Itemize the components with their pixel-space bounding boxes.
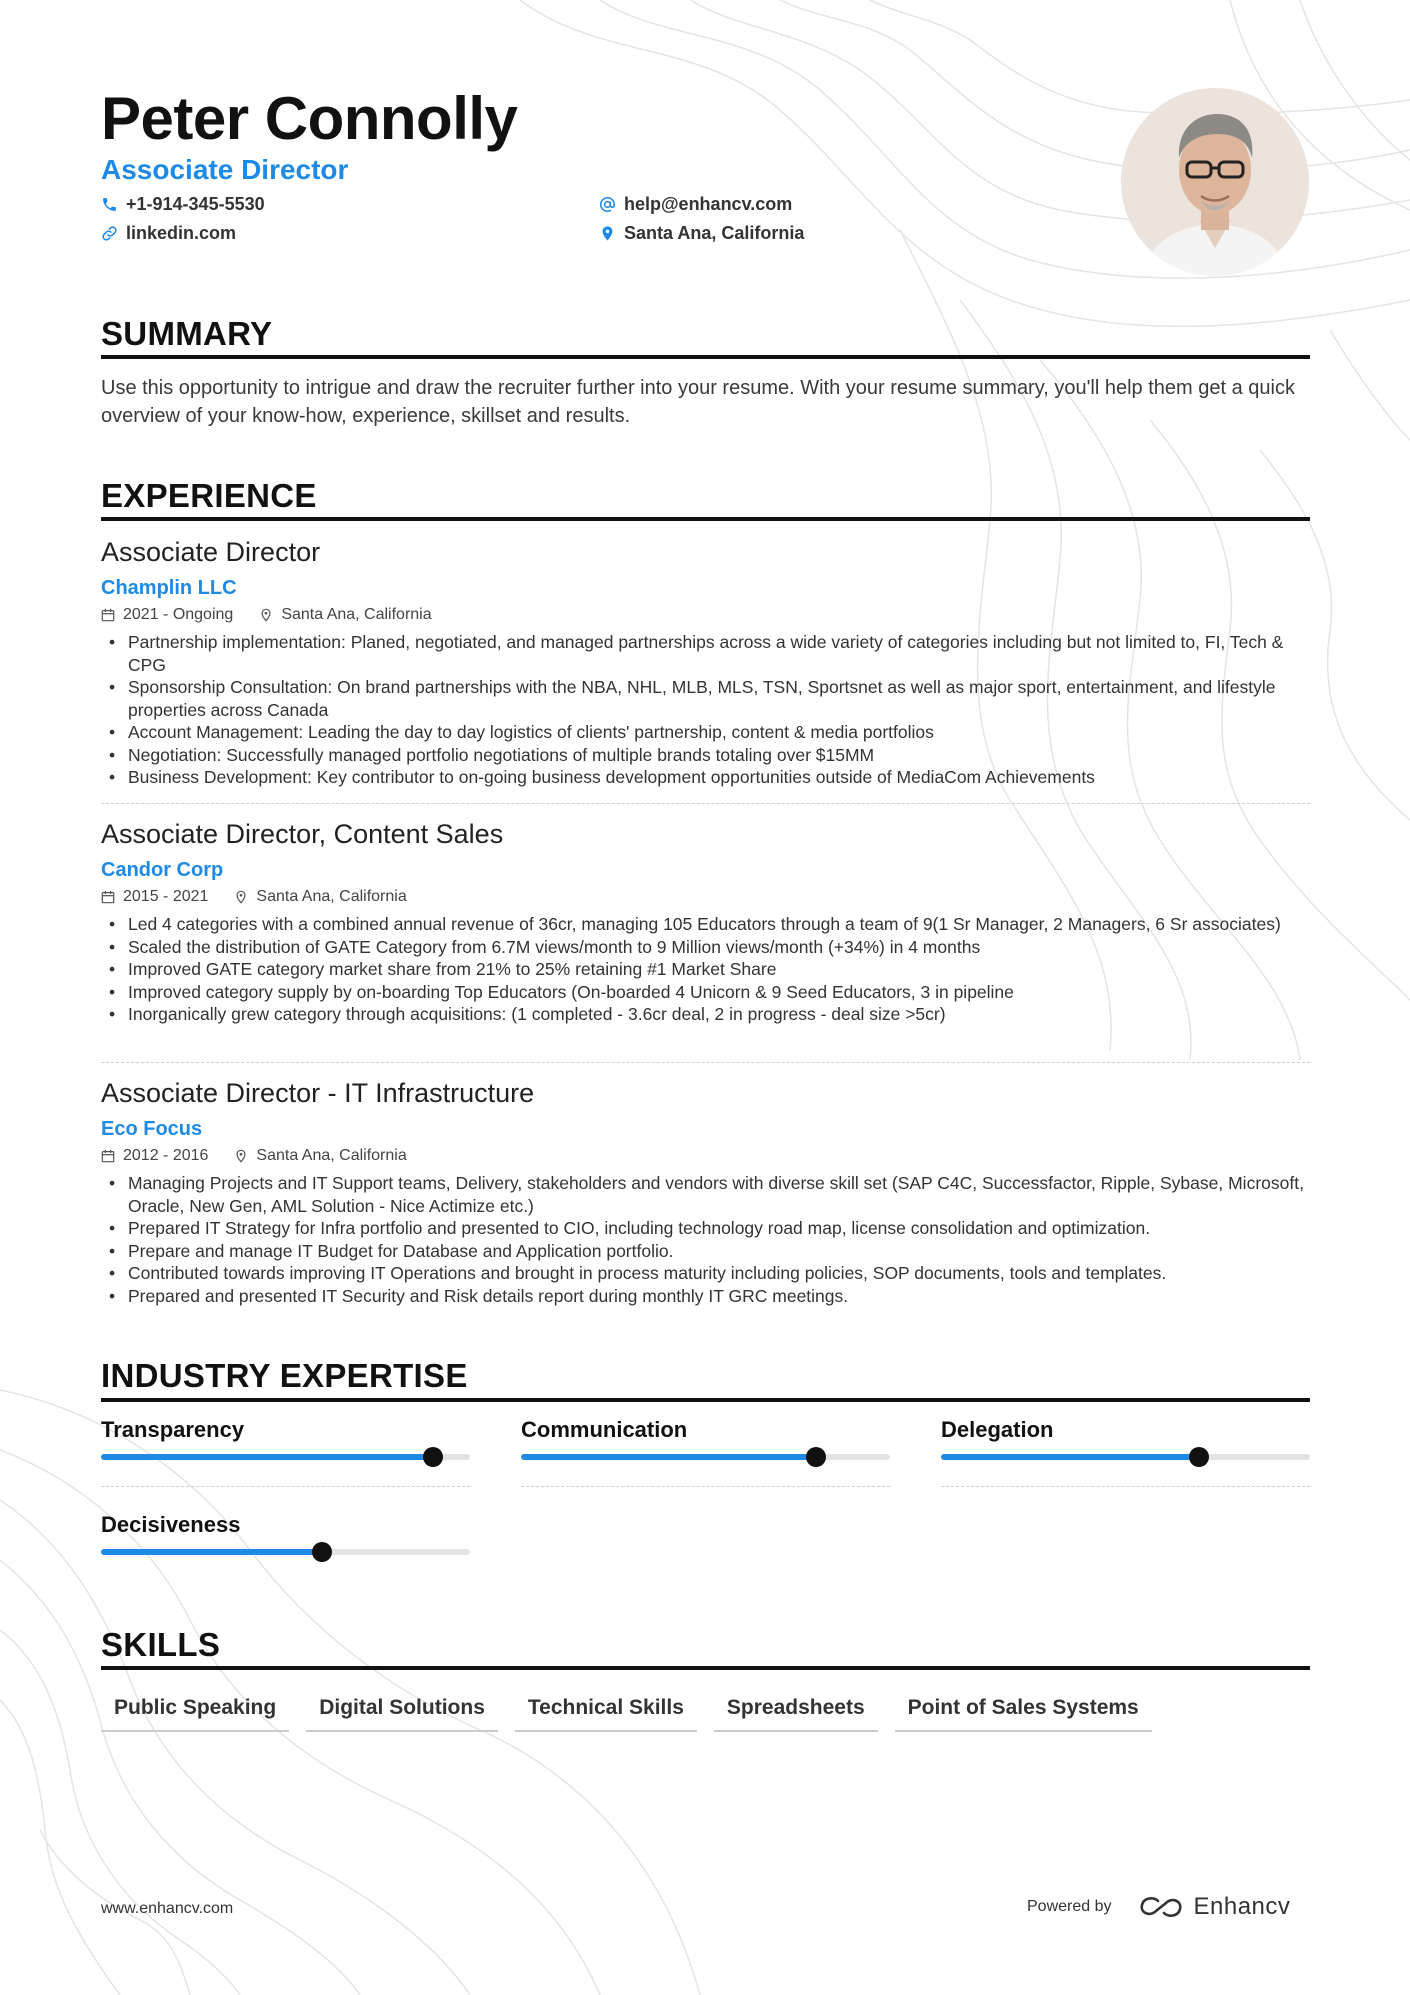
expertise-bar-knob xyxy=(806,1447,826,1467)
location-pin-icon xyxy=(259,608,273,622)
job-dates: 2012 - 2016 xyxy=(123,1147,209,1164)
skill-tag: Public Speaking xyxy=(101,1692,289,1732)
job-location-text: Santa Ana, California xyxy=(256,888,407,905)
location-pin-icon xyxy=(234,890,248,904)
expertise-heading: INDUSTRY EXPERTISE xyxy=(101,1357,468,1394)
skill-tag: Point of Sales Systems xyxy=(895,1692,1152,1732)
expertise-bar-knob xyxy=(423,1447,443,1467)
job-bullet: • Led 4 categories with a combined annual revenue of 36cr, managing 105 Educators through a team of 9(1 Sr Manager, 2 Managers, 6 Sr associates) xyxy=(101,913,1310,936)
location-pin-icon xyxy=(599,225,616,242)
resume-page xyxy=(101,0,1310,1995)
job-entry xyxy=(101,1076,1310,1307)
expertise-bar-fill xyxy=(101,1454,433,1460)
calendar-icon xyxy=(101,608,115,622)
expertise-divider-line xyxy=(941,1486,1310,1487)
candidate-title: Associate Director xyxy=(101,154,349,185)
job-bullet: • Contributed towards improving IT Operations and brought in process maturity including policies, SOP documents, tools and templates. xyxy=(101,1262,1310,1285)
calendar-icon xyxy=(101,890,115,904)
expertise-label: Transparency xyxy=(101,1417,245,1442)
job-dates: 2021 - Ongoing xyxy=(123,606,234,623)
expertise-item xyxy=(101,1511,470,1555)
expertise-bar-fill xyxy=(941,1454,1199,1460)
expertise-bar-knob xyxy=(312,1542,332,1562)
job-bullet: • Prepared IT Strategy for Infra portfolio and presented to CIO, including technology road map, license consolidation and optimization. xyxy=(101,1217,1310,1240)
job-location xyxy=(234,1146,406,1166)
linkedin-text: linkedin.com xyxy=(126,223,237,243)
job-divider xyxy=(101,1062,1310,1063)
expertise-bar-knob xyxy=(1189,1447,1209,1467)
job-location xyxy=(259,605,431,625)
summary-text: Use this opportunity to intrigue and draw the recruiter further into your resume. With your resume summary, you'll help them get a quick overview of your know-how, experience, skillset and results. xyxy=(101,377,1295,427)
job-company: Eco Focus xyxy=(101,1118,203,1140)
job-bullet: • Prepare and manage IT Budget for Database and Application portfolio. xyxy=(101,1240,1310,1263)
job-company: Champlin LLC xyxy=(101,577,237,599)
job-title: Associate Director - IT Infrastructure xyxy=(101,1078,535,1108)
expertise-label: Delegation xyxy=(941,1417,1054,1442)
job-location-text: Santa Ana, California xyxy=(281,606,432,623)
contact-location xyxy=(599,223,804,244)
email-text: help@enhancv.com xyxy=(624,194,793,214)
footer-branding xyxy=(1027,1893,1290,1921)
brand-name: Enhancv xyxy=(1193,1893,1291,1920)
job-entry xyxy=(101,535,1310,789)
job-bullet: • Inorganically grew category through acquisitions: (1 completed - 3.6cr deal, 2 in progress - deal size >5cr) xyxy=(101,1003,1310,1026)
job-meta xyxy=(101,1146,1310,1166)
job-company: Candor Corp xyxy=(101,859,224,881)
profile-photo xyxy=(1121,88,1309,276)
expertise-bar xyxy=(101,1454,470,1460)
expertise-bar xyxy=(521,1454,890,1460)
expertise-item xyxy=(521,1416,890,1487)
powered-by-text: Powered by xyxy=(1027,1898,1112,1915)
job-bullet: • Sponsorship Consultation: On brand partnerships with the NBA, NHL, MLB, MLS, TSN, Sportsnet as well as major sport, entertainment, and lifestyle properties across Canada xyxy=(101,676,1310,721)
expertise-bar xyxy=(101,1549,470,1555)
job-entry xyxy=(101,817,1310,1026)
summary-heading: SUMMARY xyxy=(101,315,273,352)
job-bullet: • Partnership implementation: Planed, negotiated, and managed partnerships across a wide variety of categories including but not limited to, FI, Tech & CPG xyxy=(101,631,1310,676)
skill-tag: Digital Solutions xyxy=(306,1692,498,1732)
at-sign-icon xyxy=(599,196,616,213)
skills-heading: SKILLS xyxy=(101,1626,221,1663)
job-meta xyxy=(101,605,1310,625)
footer-website[interactable]: www.enhancv.com xyxy=(101,1900,234,1917)
expertise-item xyxy=(101,1416,470,1487)
job-location xyxy=(234,887,406,907)
skill-tag: Spreadsheets xyxy=(714,1692,878,1732)
expertise-bar xyxy=(941,1454,1310,1460)
job-title: Associate Director xyxy=(101,537,321,567)
job-dates: 2015 - 2021 xyxy=(123,888,209,905)
job-location-text: Santa Ana, California xyxy=(256,1147,407,1164)
location-text: Santa Ana, California xyxy=(624,223,805,243)
expertise-divider-line xyxy=(101,1486,470,1487)
contact-linkedin[interactable] xyxy=(101,223,236,244)
job-bullet: • Account Management: Leading the day to day logistics of clients' partnership, content & media portfolios xyxy=(101,721,1310,744)
job-title: Associate Director, Content Sales xyxy=(101,819,504,849)
location-pin-icon xyxy=(234,1149,248,1163)
candidate-name: Peter Connolly xyxy=(101,85,518,152)
expertise-label: Communication xyxy=(521,1417,688,1442)
experience-heading: EXPERIENCE xyxy=(101,477,317,514)
brand-logo[interactable] xyxy=(1138,1893,1291,1921)
expertise-bar-fill xyxy=(101,1549,322,1555)
experience-divider xyxy=(101,517,1310,521)
job-bullet: • Scaled the distribution of GATE Category from 6.7M views/month to 9 Million views/month (+34%) in 4 months xyxy=(101,936,1310,959)
job-bullet: • Improved GATE category market share from 21% to 25% retaining #1 Market Share xyxy=(101,958,1310,981)
expertise-divider xyxy=(101,1398,1310,1402)
phone-text: +1-914-345-5530 xyxy=(126,194,265,214)
expertise-bar-fill xyxy=(521,1454,816,1460)
skills-divider xyxy=(101,1666,1310,1670)
calendar-icon xyxy=(101,1149,115,1163)
contact-phone[interactable] xyxy=(101,194,265,215)
skill-tag: Technical Skills xyxy=(515,1692,697,1732)
job-bullet: • Improved category supply by on-boarding Top Educators (On-boarded 4 Unicorn & 9 Seed Educators, 3 in pipeline xyxy=(101,981,1310,1004)
expertise-item xyxy=(941,1416,1310,1487)
expertise-label: Decisiveness xyxy=(101,1512,241,1537)
job-bullets xyxy=(101,1172,1310,1307)
job-bullets xyxy=(101,913,1310,1026)
job-divider xyxy=(101,803,1310,804)
phone-icon xyxy=(101,196,118,213)
enhancv-logo-icon xyxy=(1138,1895,1184,1919)
job-meta xyxy=(101,887,1310,907)
expertise-divider-line xyxy=(521,1486,890,1487)
link-icon xyxy=(101,225,118,242)
skills-list xyxy=(101,1692,1169,1732)
summary-divider xyxy=(101,355,1310,359)
job-bullets xyxy=(101,631,1310,789)
job-bullet: • Managing Projects and IT Support teams, Delivery, stakeholders and vendors with diverse skill set (SAP C4C, Successfactor, Ripple, Sybase, Microsoft, Oracle, New Gen, AML Solution - Nice Actimize etc.) xyxy=(101,1172,1310,1217)
job-bullet: • Prepared and presented IT Security and Risk details report during monthly IT GRC meetings. xyxy=(101,1285,1310,1308)
job-bullet: • Business Development: Key contributor to on-going business development opportunities outside of MediaCom Achievements xyxy=(101,766,1310,789)
job-bullet: • Negotiation: Successfully managed portfolio negotiations of multiple brands totaling over $15MM xyxy=(101,744,1310,767)
contact-email[interactable] xyxy=(599,194,792,215)
